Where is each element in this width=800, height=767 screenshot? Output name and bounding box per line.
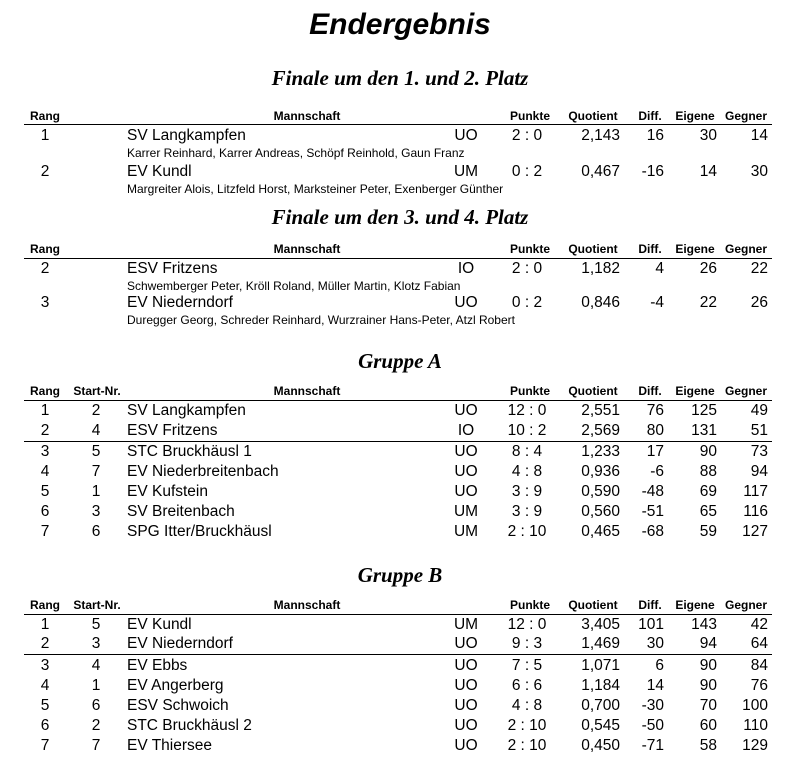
team-players: Schwemberger Peter, Kröll Roland, Müller Martin, Klotz Fabian xyxy=(127,279,461,293)
header-eigene: Eigene xyxy=(675,242,715,256)
header-mannschaft: Mannschaft xyxy=(273,598,341,612)
quotient-cell: 0,467 xyxy=(581,163,620,180)
quotient-cell: 1,071 xyxy=(581,657,620,674)
eigene-cell: 143 xyxy=(691,616,717,633)
gegner-cell: 117 xyxy=(743,483,768,500)
header-diff: Diff. xyxy=(638,384,662,398)
header-mannschaft: Mannschaft xyxy=(273,242,341,256)
header-gegner: Gegner xyxy=(724,242,767,256)
start-nr-cell: 4 xyxy=(91,422,101,439)
rank-cell: 1 xyxy=(40,616,50,633)
quotient-cell: 0,560 xyxy=(581,503,620,520)
start-nr-cell: 1 xyxy=(91,483,101,500)
rank-cell: 2 xyxy=(40,163,50,180)
class-cell: UO xyxy=(454,443,478,460)
quotient-cell: 2,569 xyxy=(581,422,620,439)
rank-cell: 5 xyxy=(40,697,50,714)
quotient-cell: 2,143 xyxy=(581,127,620,144)
rank-cell: 6 xyxy=(40,717,50,734)
diff-cell: 6 xyxy=(655,657,664,674)
diff-cell: -68 xyxy=(641,523,664,540)
diff-cell: -71 xyxy=(641,737,664,754)
gegner-cell: 94 xyxy=(750,463,768,480)
rank-cell: 2 xyxy=(40,422,50,439)
eigene-cell: 90 xyxy=(699,677,717,694)
points-cell: 12 : 0 xyxy=(507,402,547,419)
class-cell: UM xyxy=(453,503,479,520)
team-name: SV Breitenbach xyxy=(127,503,235,520)
points-cell: 3 : 9 xyxy=(511,503,543,520)
start-nr-cell: 4 xyxy=(91,657,101,674)
group-divider xyxy=(24,654,772,655)
header-start-nr: Start-Nr. xyxy=(73,598,121,612)
rank-cell: 4 xyxy=(40,463,50,480)
quotient-cell: 0,545 xyxy=(581,717,620,734)
points-cell: 0 : 2 xyxy=(511,163,543,180)
start-nr-cell: 2 xyxy=(91,402,101,419)
rank-cell: 7 xyxy=(40,523,50,540)
class-cell: IO xyxy=(457,260,475,277)
team-name: EV Ebbs xyxy=(127,657,188,674)
start-nr-cell: 3 xyxy=(91,635,101,652)
class-cell: IO xyxy=(457,422,475,439)
header-diff: Diff. xyxy=(638,598,662,612)
team-name: EV Angerberg xyxy=(127,677,224,694)
header-rang: Rang xyxy=(30,384,60,398)
points-cell: 7 : 5 xyxy=(511,657,543,674)
diff-cell: -51 xyxy=(641,503,664,520)
gegner-cell: 73 xyxy=(750,443,768,460)
quotient-cell: 0,936 xyxy=(581,463,620,480)
team-name: STC Bruckhäusl 2 xyxy=(127,717,252,734)
eigene-cell: 26 xyxy=(699,260,717,277)
diff-cell: -48 xyxy=(641,483,664,500)
header-mannschaft: Mannschaft xyxy=(273,109,341,123)
start-nr-cell: 6 xyxy=(91,697,101,714)
section-title: Gruppe A xyxy=(358,349,442,373)
header-eigene: Eigene xyxy=(675,109,715,123)
diff-cell: -16 xyxy=(641,163,664,180)
quotient-cell: 1,233 xyxy=(581,443,620,460)
eigene-cell: 125 xyxy=(691,402,717,419)
header-diff: Diff. xyxy=(638,242,662,256)
gegner-cell: 76 xyxy=(750,677,768,694)
rank-cell: 5 xyxy=(40,483,50,500)
header-rang: Rang xyxy=(30,242,60,256)
eigene-cell: 90 xyxy=(699,657,717,674)
diff-cell: 14 xyxy=(646,677,664,694)
start-nr-cell: 5 xyxy=(91,616,101,633)
rank-cell: 1 xyxy=(40,127,50,144)
gegner-cell: 30 xyxy=(750,163,768,180)
points-cell: 2 : 10 xyxy=(507,717,547,734)
diff-cell: -4 xyxy=(650,294,664,311)
quotient-cell: 0,700 xyxy=(581,697,620,714)
class-cell: UO xyxy=(454,402,478,419)
team-name: SPG Itter/Bruckhäusl xyxy=(127,523,272,540)
header-rule xyxy=(24,400,772,401)
rank-cell: 2 xyxy=(40,260,50,277)
points-cell: 8 : 4 xyxy=(511,443,543,460)
points-cell: 2 : 0 xyxy=(511,260,543,277)
header-punkte: Punkte xyxy=(509,384,550,398)
gegner-cell: 14 xyxy=(750,127,768,144)
gegner-cell: 42 xyxy=(750,616,768,633)
team-name: STC Bruckhäusl 1 xyxy=(127,443,252,460)
header-gegner: Gegner xyxy=(724,384,767,398)
header-quotient: Quotient xyxy=(568,242,618,256)
header-quotient: Quotient xyxy=(568,109,618,123)
team-name: SV Langkampfen xyxy=(127,402,246,419)
points-cell: 2 : 10 xyxy=(507,737,547,754)
diff-cell: -30 xyxy=(641,697,664,714)
header-rule xyxy=(24,258,772,259)
class-cell: UO xyxy=(454,127,478,144)
section-title: Finale um den 1. und 2. Platz xyxy=(271,66,529,90)
section-title: Gruppe B xyxy=(357,563,443,587)
header-rule xyxy=(24,614,772,615)
rank-cell: 3 xyxy=(40,294,50,311)
class-cell: UO xyxy=(454,483,478,500)
header-eigene: Eigene xyxy=(675,598,715,612)
gegner-cell: 49 xyxy=(750,402,768,419)
quotient-cell: 0,846 xyxy=(581,294,620,311)
diff-cell: 4 xyxy=(655,260,664,277)
header-punkte: Punkte xyxy=(509,598,550,612)
rank-cell: 2 xyxy=(40,635,50,652)
header-mannschaft: Mannschaft xyxy=(273,384,341,398)
rank-cell: 7 xyxy=(40,737,50,754)
class-cell: UO xyxy=(454,677,478,694)
eigene-cell: 60 xyxy=(699,717,717,734)
class-cell: UO xyxy=(454,463,478,480)
team-name: ESV Schwoich xyxy=(127,697,229,714)
rank-cell: 1 xyxy=(40,402,50,419)
quotient-cell: 1,184 xyxy=(581,677,620,694)
class-cell: UO xyxy=(454,697,478,714)
team-name: ESV Fritzens xyxy=(127,260,218,277)
team-name: EV Kundl xyxy=(127,163,192,180)
class-cell: UO xyxy=(454,737,478,754)
gegner-cell: 26 xyxy=(750,294,768,311)
rank-cell: 3 xyxy=(40,657,50,674)
quotient-cell: 2,551 xyxy=(581,402,620,419)
eigene-cell: 30 xyxy=(699,127,717,144)
header-rang: Rang xyxy=(30,598,60,612)
eigene-cell: 88 xyxy=(699,463,717,480)
eigene-cell: 59 xyxy=(699,523,717,540)
team-name: SV Langkampfen xyxy=(127,127,246,144)
points-cell: 4 : 8 xyxy=(511,463,543,480)
points-cell: 10 : 2 xyxy=(507,422,547,439)
eigene-cell: 14 xyxy=(699,163,717,180)
eigene-cell: 58 xyxy=(699,737,717,754)
section-title: Finale um den 3. und 4. Platz xyxy=(271,205,529,229)
team-name: EV Niederndorf xyxy=(127,635,233,652)
start-nr-cell: 5 xyxy=(91,443,101,460)
team-players: Karrer Reinhard, Karrer Andreas, Schöpf Reinhold, Gaun Franz xyxy=(127,146,465,160)
gegner-cell: 51 xyxy=(750,422,768,439)
start-nr-cell: 7 xyxy=(91,463,101,480)
page-title: Endergebnis xyxy=(309,8,491,41)
rank-cell: 3 xyxy=(40,443,50,460)
team-players: Duregger Georg, Schreder Reinhard, Wurzrainer Hans-Peter, Atzl Robert xyxy=(127,313,515,327)
diff-cell: 80 xyxy=(646,422,664,439)
quotient-cell: 1,469 xyxy=(581,635,620,652)
team-name: ESV Fritzens xyxy=(127,422,218,439)
diff-cell: 16 xyxy=(646,127,664,144)
diff-cell: 30 xyxy=(646,635,664,652)
header-gegner: Gegner xyxy=(724,598,767,612)
points-cell: 2 : 0 xyxy=(511,127,543,144)
diff-cell: -50 xyxy=(641,717,664,734)
points-cell: 9 : 3 xyxy=(511,635,543,652)
points-cell: 12 : 0 xyxy=(507,616,547,633)
diff-cell: 101 xyxy=(638,616,664,633)
gegner-cell: 129 xyxy=(742,737,768,754)
quotient-cell: 3,405 xyxy=(581,616,620,633)
group-divider xyxy=(24,441,772,442)
team-name: EV Niederbreitenbach xyxy=(127,463,279,480)
header-start-nr: Start-Nr. xyxy=(73,384,121,398)
header-gegner: Gegner xyxy=(724,109,767,123)
gegner-cell: 100 xyxy=(742,697,768,714)
class-cell: UM xyxy=(453,523,479,540)
eigene-cell: 22 xyxy=(699,294,717,311)
diff-cell: 76 xyxy=(646,402,664,419)
gegner-cell: 110 xyxy=(743,717,768,734)
eigene-cell: 131 xyxy=(691,422,717,439)
header-eigene: Eigene xyxy=(675,384,715,398)
diff-cell: 17 xyxy=(646,443,664,460)
team-name: EV Niederndorf xyxy=(127,294,233,311)
team-players: Margreiter Alois, Litzfeld Horst, Marksteiner Peter, Exenberger Günther xyxy=(127,182,504,196)
rank-cell: 4 xyxy=(40,677,50,694)
gegner-cell: 116 xyxy=(743,503,768,520)
team-name: EV Thiersee xyxy=(127,737,213,754)
header-quotient: Quotient xyxy=(568,598,618,612)
eigene-cell: 65 xyxy=(699,503,717,520)
eigene-cell: 69 xyxy=(699,483,717,500)
header-rang: Rang xyxy=(30,109,60,123)
points-cell: 3 : 9 xyxy=(511,483,543,500)
class-cell: UO xyxy=(454,635,478,652)
quotient-cell: 0,590 xyxy=(581,483,620,500)
start-nr-cell: 2 xyxy=(91,717,101,734)
class-cell: UO xyxy=(454,717,478,734)
points-cell: 6 : 6 xyxy=(511,677,543,694)
points-cell: 4 : 8 xyxy=(511,697,543,714)
eigene-cell: 70 xyxy=(699,697,717,714)
eigene-cell: 94 xyxy=(699,635,717,652)
quotient-cell: 0,465 xyxy=(581,523,620,540)
points-cell: 0 : 2 xyxy=(511,294,543,311)
header-rule xyxy=(24,124,772,125)
team-name: EV Kundl xyxy=(127,616,192,633)
gegner-cell: 64 xyxy=(750,635,768,652)
header-punkte: Punkte xyxy=(509,242,550,256)
quotient-cell: 0,450 xyxy=(581,737,620,754)
header-quotient: Quotient xyxy=(568,384,618,398)
start-nr-cell: 7 xyxy=(91,737,101,754)
header-punkte: Punkte xyxy=(509,109,550,123)
class-cell: UO xyxy=(454,657,478,674)
start-nr-cell: 6 xyxy=(91,523,101,540)
gegner-cell: 22 xyxy=(750,260,768,277)
eigene-cell: 90 xyxy=(699,443,717,460)
class-cell: UM xyxy=(453,616,479,633)
start-nr-cell: 1 xyxy=(91,677,101,694)
team-name: EV Kufstein xyxy=(127,483,208,500)
rank-cell: 6 xyxy=(40,503,50,520)
quotient-cell: 1,182 xyxy=(581,260,620,277)
gegner-cell: 127 xyxy=(742,523,768,540)
start-nr-cell: 3 xyxy=(91,503,101,520)
points-cell: 2 : 10 xyxy=(507,523,547,540)
gegner-cell: 84 xyxy=(750,657,768,674)
class-cell: UO xyxy=(454,294,478,311)
header-diff: Diff. xyxy=(638,109,662,123)
class-cell: UM xyxy=(453,163,479,180)
diff-cell: -6 xyxy=(650,463,664,480)
